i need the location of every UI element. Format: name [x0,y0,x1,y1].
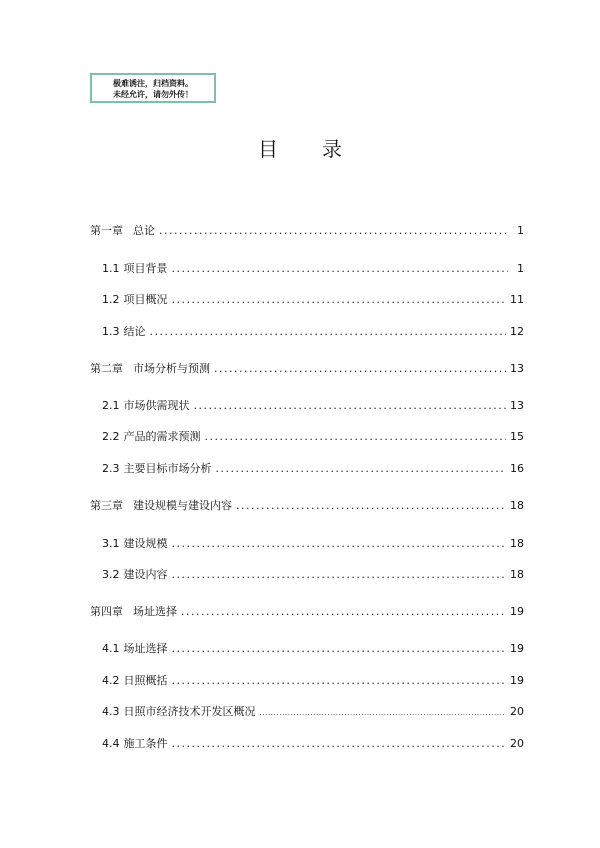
toc-text: 总论 [133,224,155,237]
toc-text: 场址选择 [133,605,177,618]
toc-entry-chapter-2[interactable] [90,361,524,377]
toc-entry-1-3[interactable] [102,324,524,340]
toc-leader-dots [172,673,507,689]
toc-page: 12 [510,325,524,338]
toc-page: 1 [517,262,524,275]
toc-page: 1 [517,224,524,237]
title-char-2: 录 [322,137,342,161]
toc-leader-dots [236,498,506,514]
toc-number: 4.2 [102,674,120,687]
toc-text: 日照市经济技术开发区概况 [123,705,256,718]
toc-entry-2-1[interactable] [102,398,524,414]
toc-entry-4-2[interactable] [102,673,524,689]
toc-leader-dots [172,292,507,308]
toc-number: 3.2 [102,568,120,581]
toc-number: 4.1 [102,642,120,655]
toc-page: 18 [510,568,524,581]
toc-text: 项目概况 [123,293,168,306]
toc-leader-dots [150,324,507,340]
toc-number: 1.2 [102,293,120,306]
toc-number: 第一章 [90,224,123,237]
toc-entry-1-2[interactable] [102,292,524,308]
toc-entry-1-1[interactable] [102,261,524,277]
stamp-line-2: 未经允许，请勿外传！ [113,90,193,99]
toc-number: 3.1 [102,537,120,550]
toc-page: 20 [510,737,524,750]
toc-text: 市场分析与预测 [133,362,210,375]
toc-leader-dots [172,567,507,583]
toc-number: 第四章 [90,605,123,618]
toc-text: 场址选择 [123,642,168,655]
toc-entry-4-1[interactable] [102,641,524,657]
toc-page: 18 [510,499,524,512]
toc-text: 结论 [123,325,146,338]
toc-text: 产品的需求预测 [123,430,201,443]
page-title [0,133,600,162]
toc-leader-dots [172,261,509,277]
toc-number: 1.3 [102,325,120,338]
toc-number: 第三章 [90,499,123,512]
toc-page: 19 [510,674,524,687]
toc-number: 第二章 [90,362,123,375]
toc-leader-dots [159,223,508,239]
toc-text: 项目背景 [123,262,168,275]
toc-entry-chapter-1[interactable] [90,223,524,239]
toc-leader-dots [172,736,507,752]
toc-number: 2.3 [102,462,120,475]
toc-leader-dots [214,361,506,377]
toc-page: 16 [510,462,524,475]
toc-entry-4-4[interactable] [102,736,524,752]
toc-leader-dots [205,429,507,445]
toc-page: 18 [510,537,524,550]
toc-number: 2.1 [102,399,120,412]
toc-number: 4.4 [102,737,120,750]
toc-entry-2-3[interactable] [102,461,524,477]
toc-page: 15 [510,430,524,443]
toc-text: 市场供需现状 [123,399,190,412]
toc-number: 4.3 [102,705,120,718]
confidential-stamp [90,73,216,103]
toc-leader-dots [194,398,507,414]
toc-text: 建设规模与建设内容 [133,499,232,512]
toc-page: 11 [510,293,524,306]
toc-number: 1.1 [102,262,120,275]
toc-page: 19 [510,605,524,618]
toc-page: 13 [510,362,524,375]
toc-number: 2.2 [102,430,120,443]
toc-leader-dots [216,461,507,477]
toc-entry-chapter-4[interactable] [90,604,524,620]
toc-page: 13 [510,399,524,412]
toc-text: 主要目标市场分析 [123,462,212,475]
toc-text: 施工条件 [123,737,168,750]
toc-text: 建设内容 [123,568,168,581]
toc-text: 日照概括 [123,674,168,687]
toc-entry-2-2[interactable] [102,429,524,445]
toc-page: 20 [510,705,524,718]
toc-entry-4-3[interactable] [102,704,524,720]
toc-entry-3-1[interactable] [102,536,524,552]
toc-entry-chapter-3[interactable] [90,498,524,514]
toc-leader-dots [172,536,507,552]
toc-entry-3-2[interactable] [102,567,524,583]
stamp-line-1: 极难诱注，归档资料。 [113,79,193,88]
toc-page: 19 [510,642,524,655]
toc-leader-dots [260,705,507,721]
toc-text: 建设规模 [123,537,168,550]
toc-leader-dots [181,604,506,620]
toc-leader-dots [172,641,507,657]
title-char-1: 目 [258,137,278,161]
